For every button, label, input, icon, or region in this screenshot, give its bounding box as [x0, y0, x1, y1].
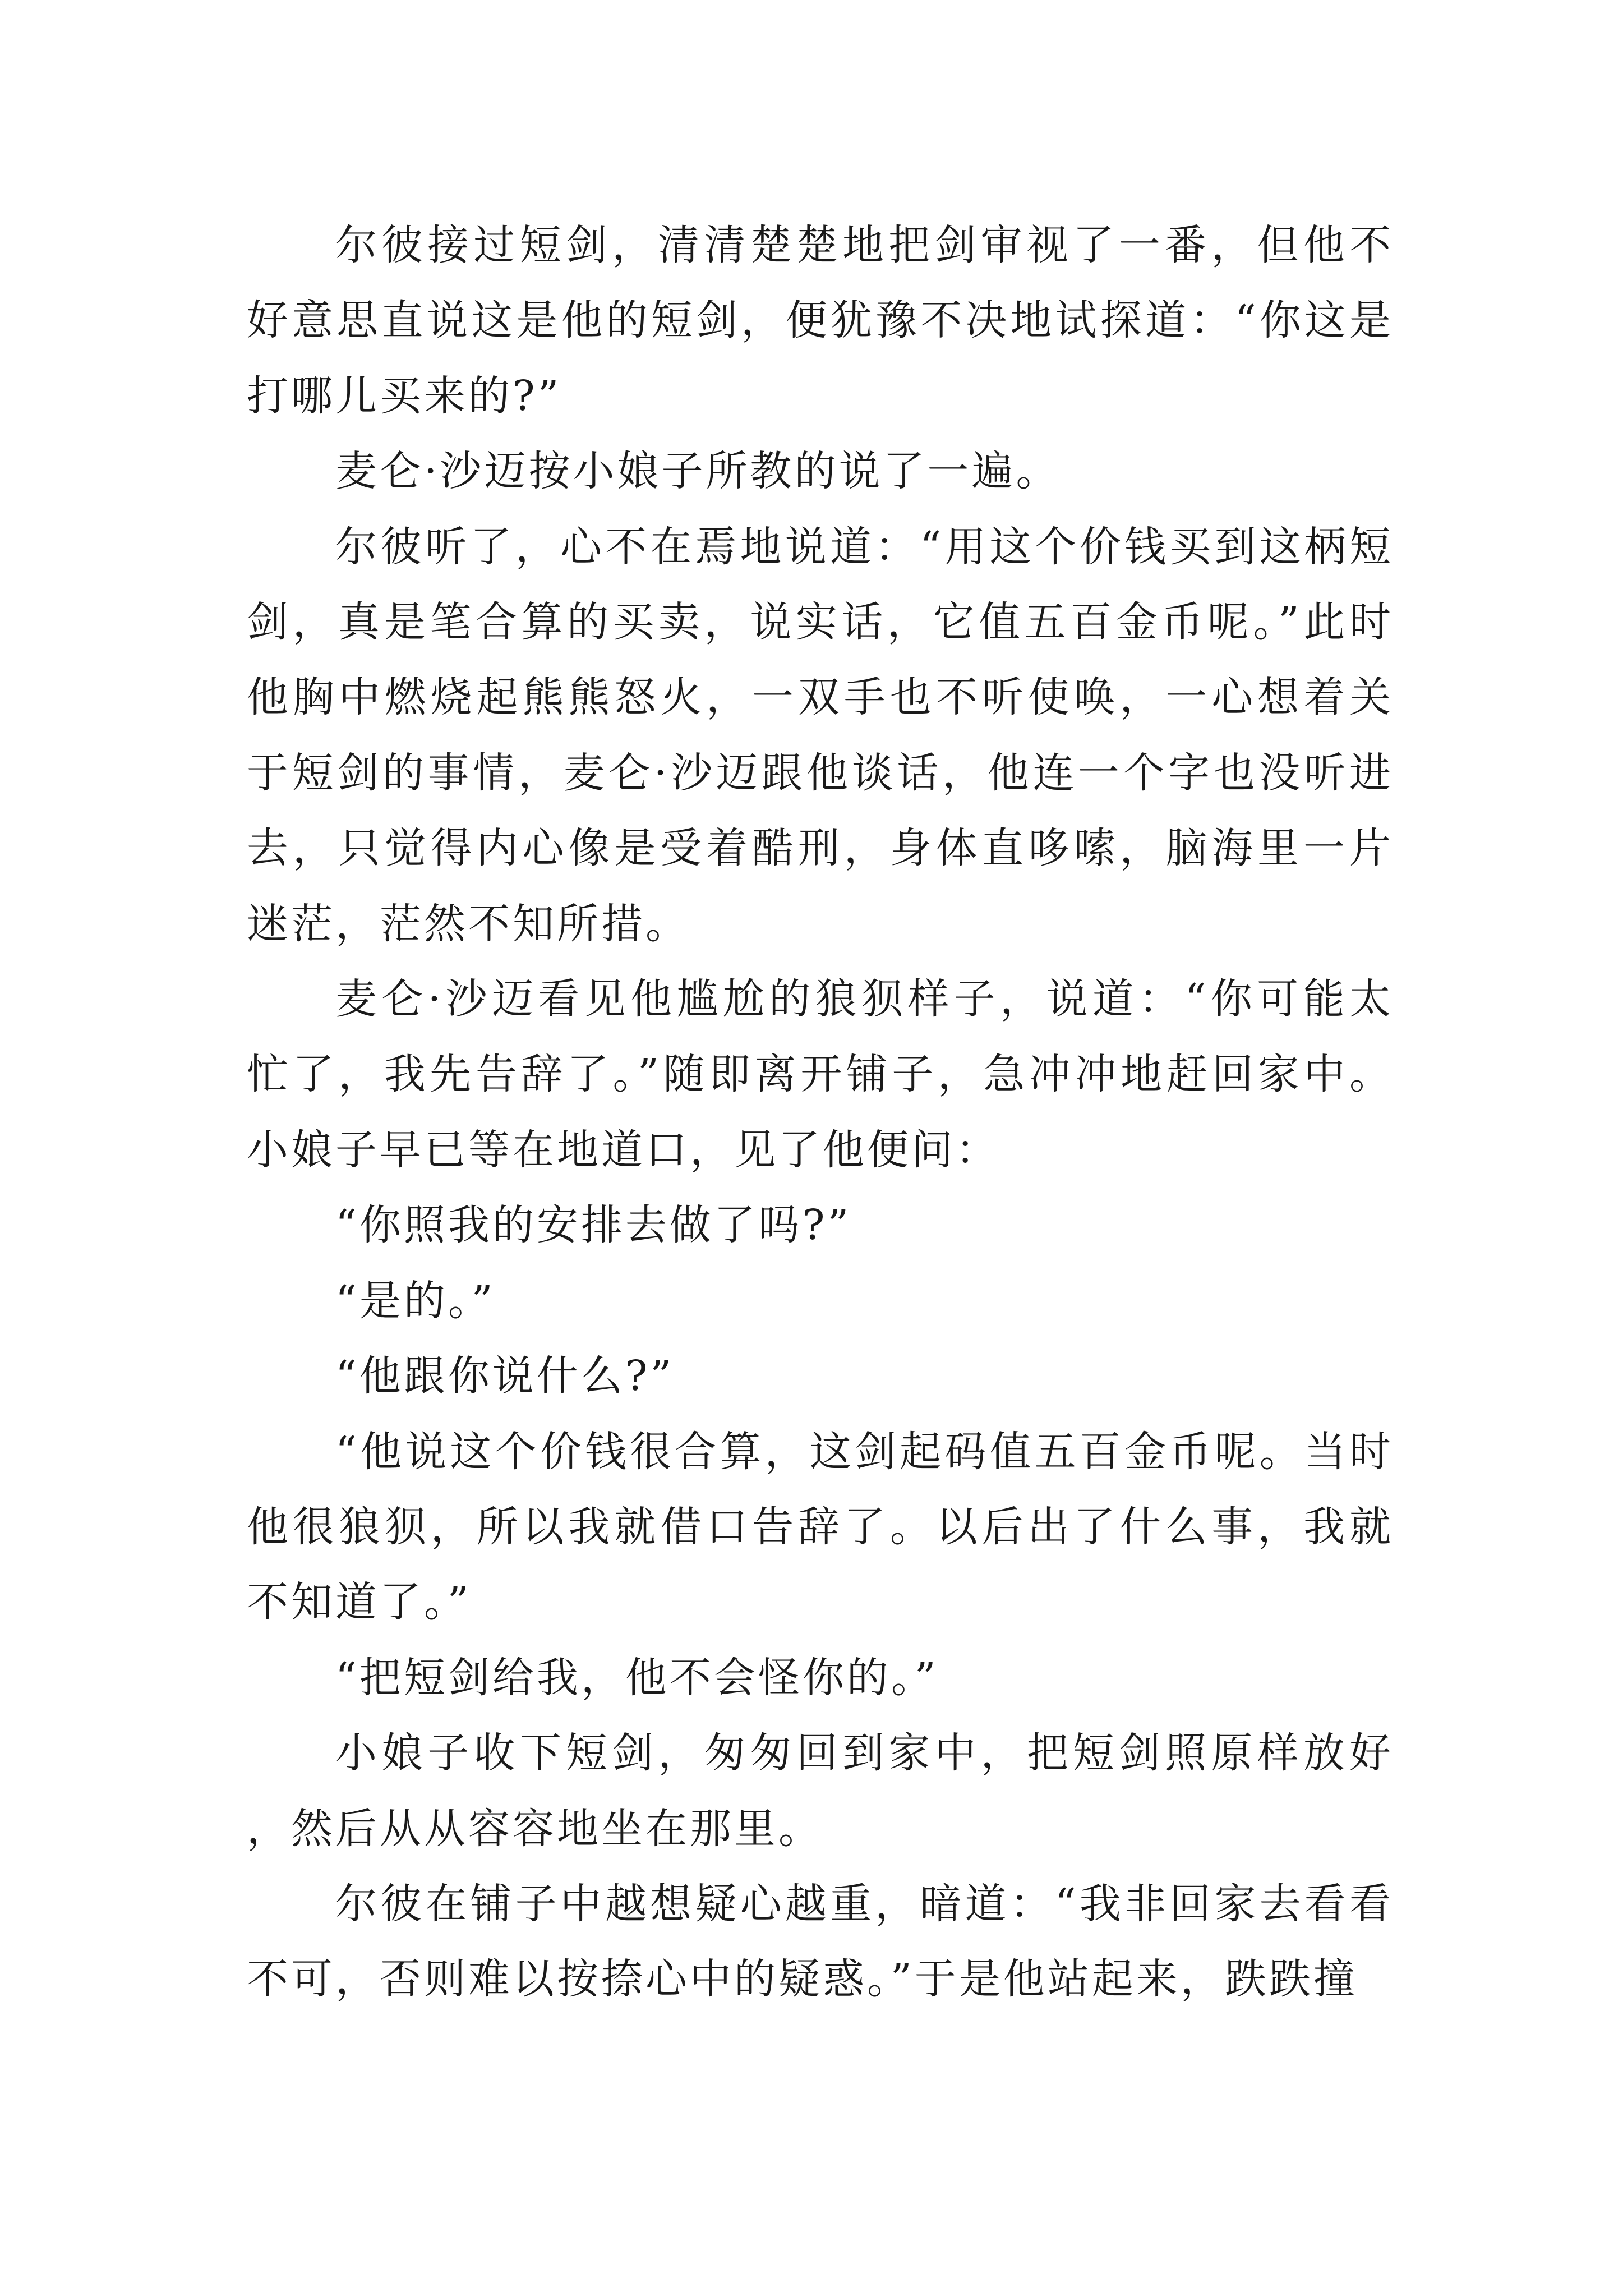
paragraph: 麦仑·沙迈按小娘子所教的说了一遍。: [335, 447, 1061, 496]
paragraph: 尔彼接过短剑，清清楚楚地把剑审视了一番，但他不好意思直说这是他的短剑，便犹豫不决地试探道：“你这是打哪儿买来的?”: [247, 221, 1394, 420]
story-text: [247, 208, 1394, 2017]
dialogue-line: “他跟你说什么?”: [335, 1352, 675, 1401]
paragraph: 尔彼在铺子中越想疑心越重，暗道：“我非回家去看看不可，否则难以按捺心中的疑惑。”于是他站起来，跌跌撞: [247, 1879, 1394, 2004]
paragraph: 麦仑·沙迈看见他尴尬的狼狈样子，说道：“你可能太忙了，我先告辞了。”随即离开铺子，急冲冲地赶回家中。小娘子早已等在地道口，见了他便问：: [247, 975, 1394, 1174]
paragraph: 尔彼听了，心不在焉地说道：“用这个价钱买到这柄短剑，真是笔合算的买卖，说实话，它值五百金币呢。”此时他胸中燃烧起熊熊怒火，一双手也不听使唤，一心想着关于短剑的事情，麦仑·沙迈跟他谈话，他连一个字也没听进去，只觉得内心像是受着酷刑，身体直哆嗦，脑海里一片迷茫，茫然不知所措。: [247, 522, 1394, 948]
dialogue-line: “他说这个价钱很合算，这剑起码值五百金币呢。当时他很狼狈，所以我就借口告辞了。以后出了什么事，我就不知道了。”: [247, 1427, 1394, 1627]
paragraph: 小娘子收下短剑，匆匆回到家中，把短剑照原样放好，然后从从容容地坐在那里。: [247, 1729, 1394, 1853]
dialogue-line: “把短剑给我，他不会怪你的。”: [335, 1653, 939, 1702]
dialogue-line: “是的。”: [335, 1276, 496, 1325]
dialogue-line: “你照我的安排去做了吗?”: [335, 1201, 852, 1250]
